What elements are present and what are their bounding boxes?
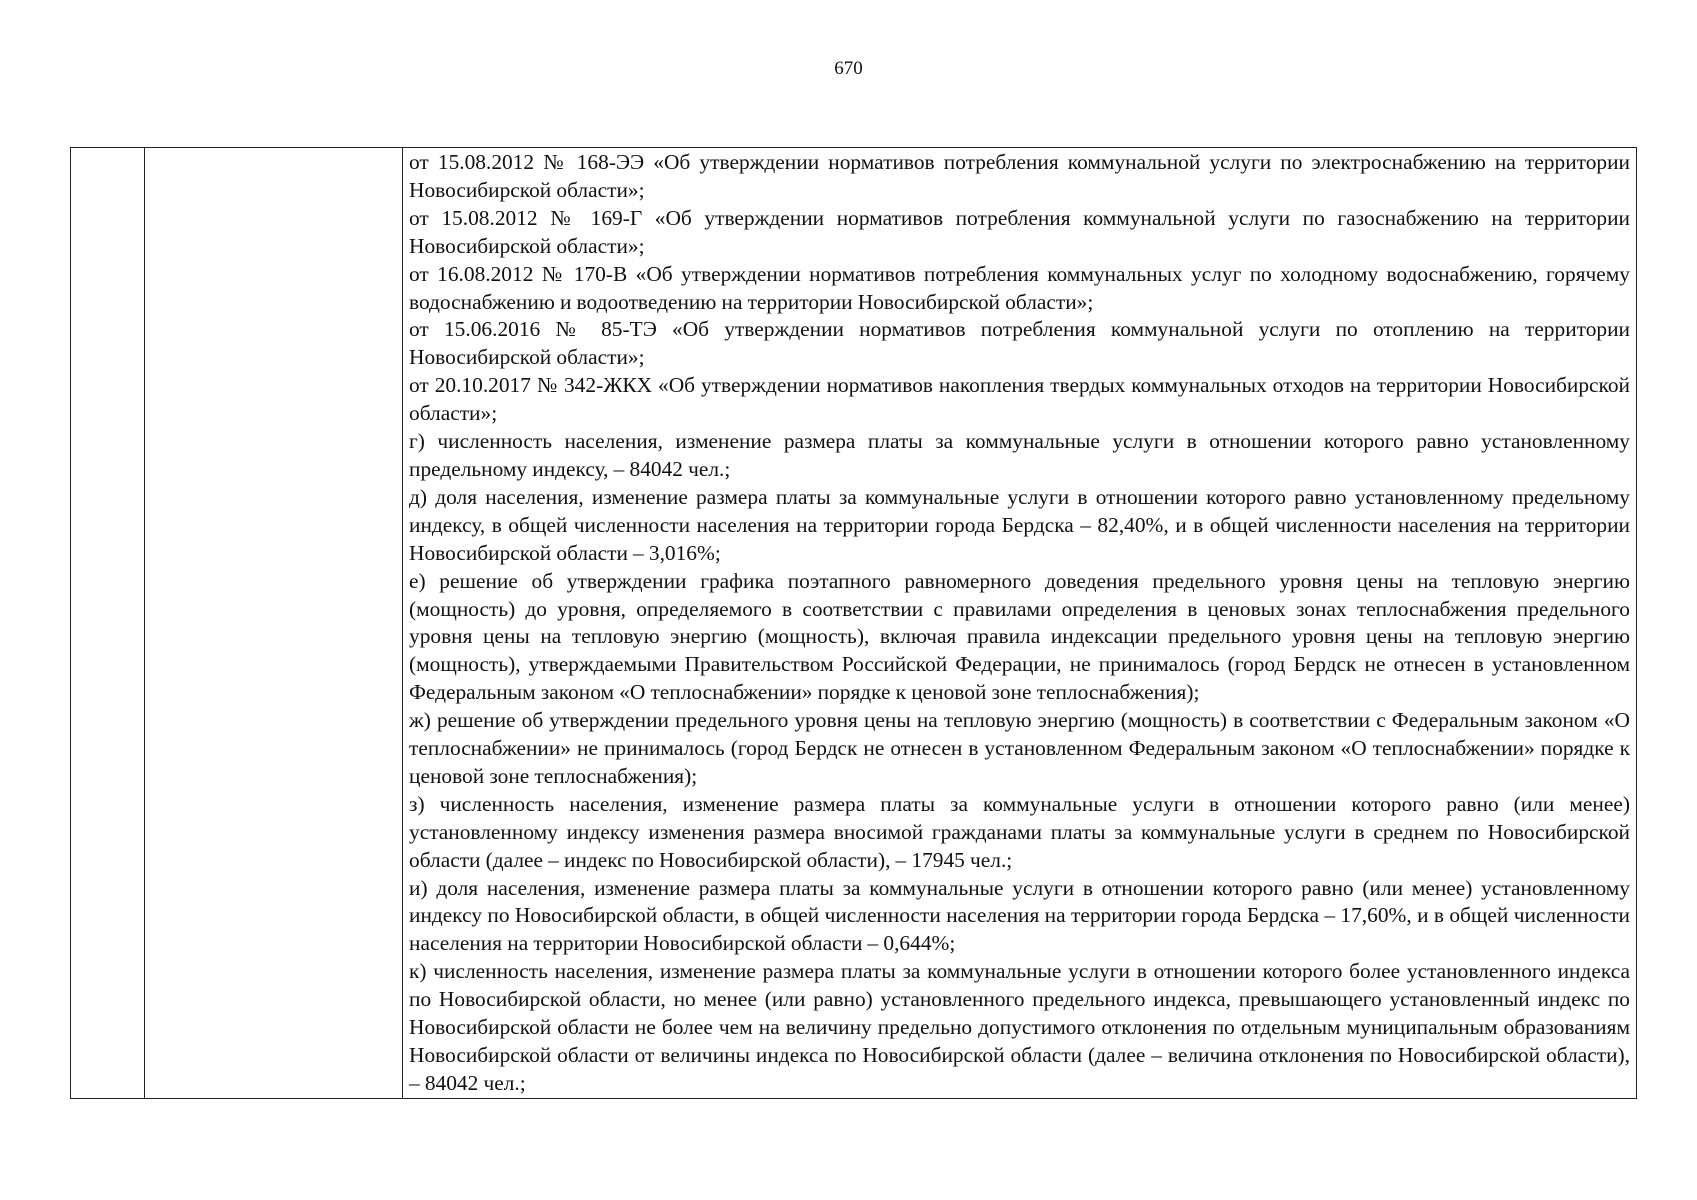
document-table	[70, 147, 1637, 1099]
paragraph-order-169: от 15.08.2012 № 169-Г «Об утверждении нормативов потребления коммунальной услуги по газоснабжению на территории Новосибирской области»;	[409, 205, 1630, 258]
paragraph-item-zh: ж) решение об утверждении предельного уровня цены на тепловую энергию (мощность) в соответствии с Федеральным законом «О теплоснабжении» не принималось (город Бердск не отнесен в установленном Федеральным законом «О теплоснабжении» порядке к ценовой зоне теплоснабжения);	[409, 708, 1630, 788]
paragraph-order-342: от 20.10.2017 № 342-ЖКХ «Об утверждении нормативов накопления твердых коммунальных отходов на территории Новосибирской области»;	[409, 373, 1630, 426]
paragraph-item-z: з) численность населения, изменение размера платы за коммунальные услуги в отношении которого равно (или менее) установленному индексу изменения размера вносимой гражданами платы за коммунальные услуги в среднем по Новосибирской области (далее – индекс по Новосибирской области), – 17945 чел.;	[409, 791, 1630, 872]
paragraph-order-168: от 15.08.2012 № 168-ЭЭ «Об утверждении нормативов потребления коммунальной услуги по электроснабжению на территории Новосибирской области»;	[409, 150, 1630, 202]
paragraph-item-e: е) решение об утверждении графика поэтапного равномерного доведения предельного уровня цены на тепловую энергию (мощность) до уровня, определяемого в соответствии с правилами определения в ценовых зонах теплоснабжения предельного уровня цены на тепловую энергию (мощность), включая правила индексации предельного уровня цены на тепловую энергию (мощность), утверждаемыми Правительством Российской Федерации, не принималось (город Бердск не отнесен в установленном Федеральным законом «О теплоснабжении» порядке к ценовой зоне теплоснабжения);	[409, 568, 1630, 705]
paragraph-order-170: от 16.08.2012 № 170-В «Об утверждении нормативов потребления коммунальных услуг по холодному водоснабжению, горячему водоснабжению и водоотведению на территории Новосибирской области»;	[409, 261, 1630, 314]
paragraph-item-g: г) численность населения, изменение размера платы за коммунальные услуги в отношении которого равно установленному предельному индексу, – 84042 чел.;	[409, 429, 1630, 481]
paragraph-item-d: д) доля населения, изменение размера платы за коммунальные услуги в отношении которого равно установленному предельному индексу, в общей численности населения на территории города Бердска – 82,40%, и в общей численности населения на территории Новосибирской области – 3,016%;	[409, 484, 1630, 565]
table-row	[71, 148, 1637, 1099]
table-cell-content	[403, 148, 1637, 1099]
page-number: 670	[834, 58, 863, 79]
table-cell-number	[71, 148, 145, 1099]
paragraph-item-i: и) доля населения, изменение размера платы за коммунальные услуги в отношении которого равно (или менее) установленному индексу по Новосибирской области, в общей численности населения на территории города Бердска – 17,60%, и в общей численности населения на территории Новосибирской области – 0,644%;	[409, 875, 1630, 956]
paragraph-item-k: к) численность населения, изменение размера платы за коммунальные услуги в отношении которого более установленного индекса по Новосибирской области, но менее (или равно) установленного предельного индекса, превышающего установленный индекс по Новосибирской области не более чем на величину предельно допустимого отклонения по отдельным муниципальным образованиям Новосибирской области от величины индекса по Новосибирской области (далее – величина отклонения по Новосибирской области), – 84042 чел.;	[409, 959, 1630, 1095]
paragraph-order-85: от 15.06.2016 № 85-ТЭ «Об утверждении нормативов потребления коммунальной услуги по отоплению на территории Новосибирской области»;	[409, 317, 1630, 370]
table-cell-name	[145, 148, 403, 1099]
